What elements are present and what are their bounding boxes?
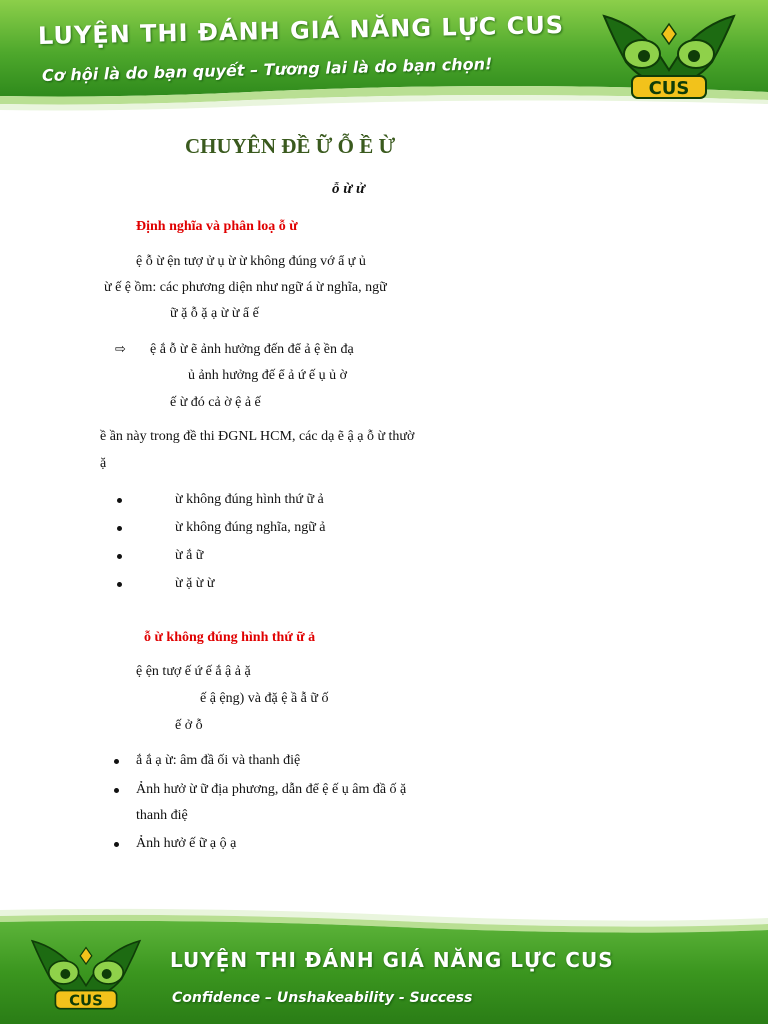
list-item: ừ ắ ữ: [175, 548, 203, 564]
paragraph-2-line-1: ệ ắ ỗ ừ ẽ ảnh hưởng đến để ả ệ ền đạ: [150, 342, 354, 357]
paragraph-1-line-3: ữ ặ ỗ ặ ạ ừ ừ ẩ ế: [170, 306, 259, 321]
paragraph-2-line-2: ủ ảnh hưởng đế ể ả ứ ế ụ ủ ờ: [188, 368, 348, 383]
list-item: Ảnh hưở ế ữ ạ ộ ạ: [136, 836, 236, 852]
cus-owl-logo: [594, 10, 744, 107]
owl-logo-icon: [594, 10, 744, 102]
section-heading-2: ỗ ừ không đúng hình thứ ữ ả: [144, 630, 316, 645]
owl-logo-icon: [24, 934, 148, 1014]
list-item-continuation: thanh điệ: [136, 808, 188, 823]
footer-title: LUYỆN THI ĐÁNH GIÁ NĂNG LỰC CUS: [170, 948, 614, 972]
arrow-right-icon: ⇨: [115, 342, 126, 357]
list-item: ắ ắ ạ ừ: âm đầ ối và thanh điệ: [136, 753, 300, 769]
paragraph-4-line-2: ế ậ ệng) và đặ ệ ầ ẫ ữ ố: [200, 691, 329, 706]
paragraph-4-line-3: ế ở ỗ: [175, 718, 203, 733]
document-title: CHUYÊN ĐỀ Ữ Ỗ Ề Ừ: [185, 134, 396, 158]
section-heading-1: Định nghĩa và phân loạ ỗ ừ: [136, 219, 298, 234]
list-item: ừ không đúng nghĩa, ngữ ả: [175, 520, 326, 536]
paragraph-1-line-1: ệ ỗ ừ ện tượ ử ụ ừ ừ không đúng vớ ẩ ự ủ: [136, 254, 366, 269]
paragraph-1-line-2: ừ ế ệ ồm: các phương diện như ngữ á ừ nghĩa, ngữ: [104, 280, 387, 295]
paragraph-3-line-1: ề ần này trong đề thi ĐGNL HCM, các dạ ẽ ậ ạ ỗ ừ thườ: [100, 429, 415, 444]
header-title: LUYỆN THI ĐÁNH GIÁ NĂNG LỰC CUS: [37, 10, 565, 50]
paragraph-4-line-1: ệ ện tượ ế ứ ế ắ ậ ả ặ: [136, 664, 251, 679]
list-item: Ảnh hưở ừ ữ địa phương, dẫn để ệ ế ụ âm đầ ố ặ: [136, 782, 406, 798]
header-slogan: Cơ hội là do bạn quyết – Tương lai là do bạn chọn!: [41, 54, 493, 85]
document-subtitle: ỗ ừ ử: [332, 181, 365, 197]
list-item: ừ ặ ừ ừ: [175, 576, 214, 592]
list-item: ừ không đúng hình thứ ữ ả: [175, 492, 324, 508]
paragraph-3-line-2: ặ: [100, 456, 107, 471]
footer-slogan: Confidence – Unshakeability - Success: [172, 990, 473, 1006]
logo-text-top: CUS: [648, 78, 690, 99]
paragraph-2-line-3: ế ừ đó cả ờ ệ ả ế: [170, 395, 261, 410]
cus-owl-logo-footer: [24, 934, 148, 1019]
logo-text-bottom: CUS: [69, 991, 103, 1010]
